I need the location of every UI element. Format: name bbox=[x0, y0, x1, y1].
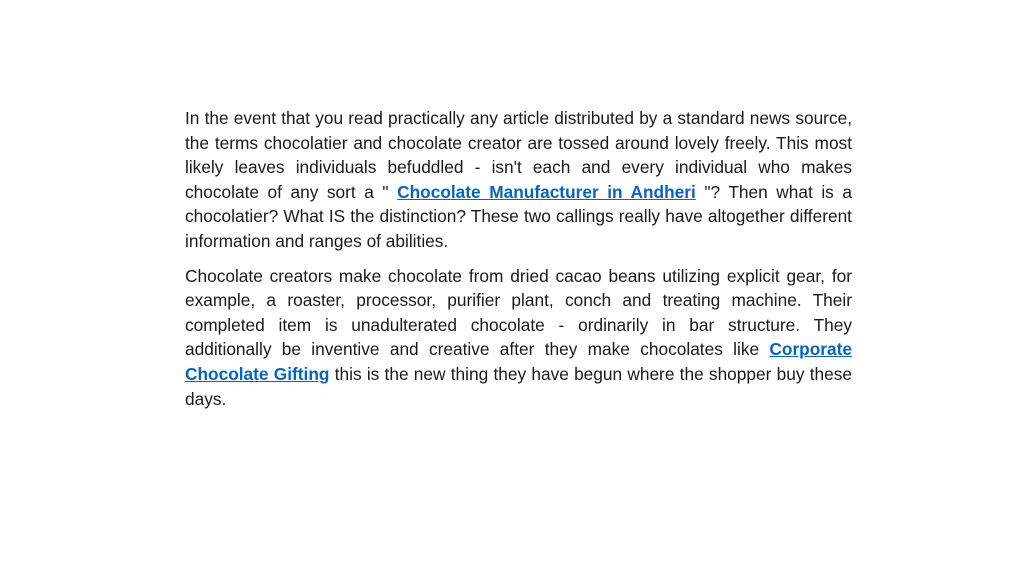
paragraph-1 bbox=[185, 106, 852, 254]
paragraph-1-text-before: In the event that you read practically any article distributed by a standard news source, the terms chocolatier and chocolate creator are tossed around lovely freely. This most likely leaves individuals befuddled - isn't each and every individual who makes chocolate of any sort a " bbox=[185, 108, 852, 202]
paragraph-2-text-before: Chocolate creators make chocolate from dried cacao beans utilizing explicit gear, for example, a roaster, processor, purifier plant, conch and treating machine. Their completed item is unadulterated chocolate - ordinarily in bar structure. They additionally be inventive and creative after they make chocolates like bbox=[185, 265, 852, 360]
corporate-chocolate-gifting-link[interactable]: Corporate Chocolate Gifting bbox=[185, 339, 852, 384]
paragraph-2 bbox=[185, 264, 852, 412]
chocolate-manufacturer-link[interactable]: Chocolate Manufacturer in Andheri bbox=[397, 181, 696, 202]
paragraph-1-text-after: "? Then what is a chocolatier? What IS the distinction? These two callings really have altogether different information and ranges of abilities. bbox=[185, 181, 852, 251]
article-body bbox=[185, 106, 852, 421]
paragraph-2-text-after: this is the new thing they have begun where the shopper buy these days. bbox=[185, 363, 852, 409]
